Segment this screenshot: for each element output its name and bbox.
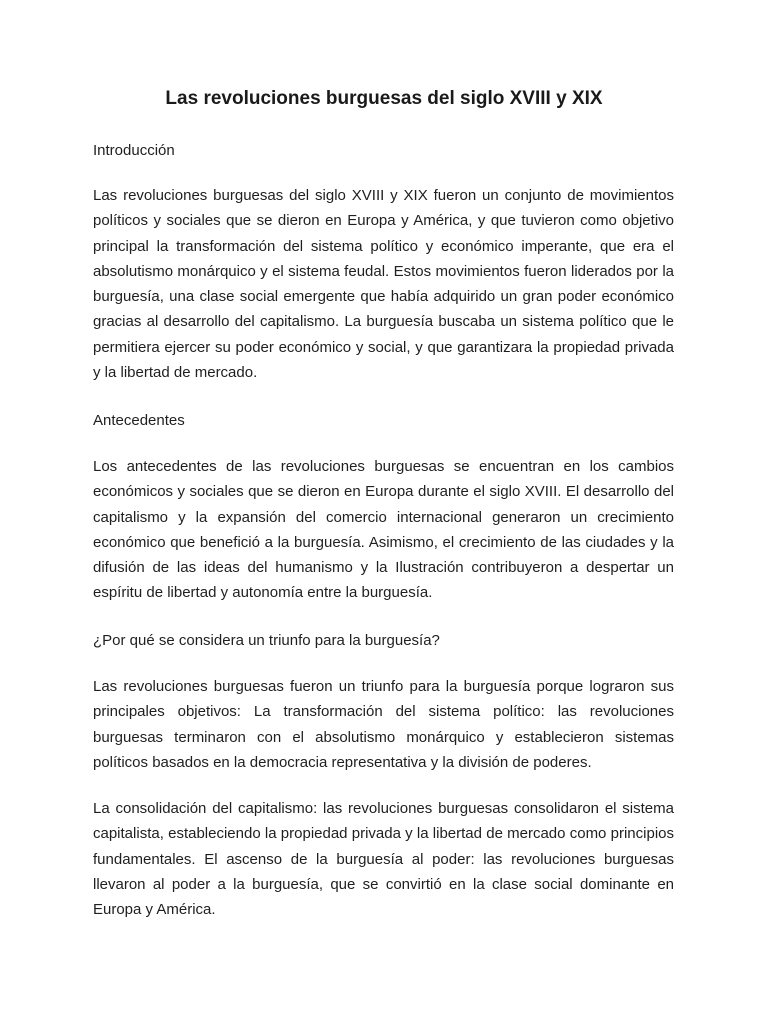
paragraph-introduccion: Las revoluciones burguesas del siglo XVIII y XIX fueron un conjunto de movimientos políticos y sociales que se dieron en Europa y América, y que tuvieron como objetivo principal la transformación del sistema político y económico imperante, que era el absolutismo monárquico y el sistema feudal. Estos movimientos fueron liderados por la burguesía, una clase social emergente que había adquirido un gran poder económico gracias al desarrollo del capitalismo. La burguesía buscaba un sistema político que le permitiera ejercer su poder económico y social, y que garantizara la propiedad privada y la libertad de mercado. <box>93 187 674 382</box>
page-title: Las revoluciones burguesas del siglo XVIII y XIX <box>165 88 603 109</box>
paragraph-consolidacion-capitalismo: La consolidación del capitalismo: las revoluciones burguesas consolidaron el sistema capitalista, estableciendo la propiedad privada y la libertad de mercado como principios fundamentales. El ascenso de la burguesía al poder: las revoluciones burguesas llevaron al poder a la burguesía, que se convirtió en la clase social dominante en Europa y América. <box>93 800 674 919</box>
paragraph-antecedentes: Los antecedentes de las revoluciones burguesas se encuentran en los cambios económicos y sociales que se dieron en Europa durante el siglo XVIII. El desarrollo del capitalismo y la expansión del comercio internacional generaron un crecimiento económico que benefició a la burguesía. Asimismo, el crecimiento de las ciudades y la difusión de las ideas del humanismo y la Ilustración contribuyeron a despertar un espíritu de libertad y autonomía entre la burguesía. <box>93 458 674 602</box>
section-heading-triunfo: ¿Por qué se considera un triunfo para la burguesía? <box>93 632 440 649</box>
section-heading-introduccion: Introducción <box>93 142 175 159</box>
section-heading-antecedentes: Antecedentes <box>93 412 185 429</box>
paragraph-triunfo-objetivos: Las revoluciones burguesas fueron un triunfo para la burguesía porque lograron sus principales objetivos: La transformación del sistema político: las revoluciones burguesas terminaron con el absolutismo monárquico y establecieron sistemas políticos basados en la democracia representativa y la división de poderes. <box>93 678 674 771</box>
